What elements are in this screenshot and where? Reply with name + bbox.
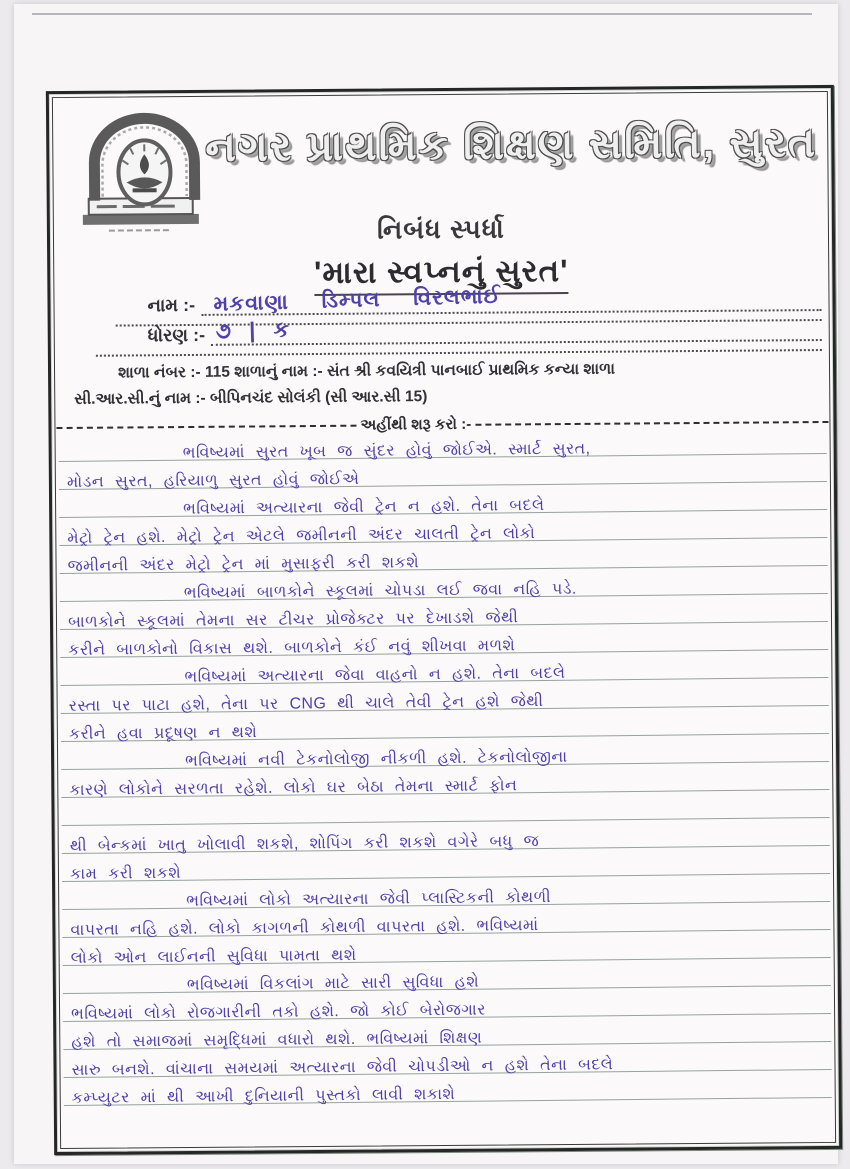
essay-line-text: ભવિષ્યમાં અત્યારના જેવી ટ્રેન ન હશે. તેના બદલે [183,496,545,518]
essay-line-text: કરીને હવા પ્રદૂષણ ન થશે [68,723,258,743]
essay-line-text: બાળકોને સ્કૂલમાં તેમના સર ટીચર પ્રોજેક્ટર પર દેખાડશે જેથી [67,609,519,631]
essay-line-text: ભવિષ્યમાં અત્યારના જેવા વાહનો ન હશે. તેના બદલે [184,664,566,686]
start-marker-label: અહીંથી શરૂ કરો :- [360,415,472,434]
essay-line-text: રસ્તા પર પાટા હશે, તેના પર CNG થી ચાલે તેવી ટ્રેન હશે જેથી [68,692,544,715]
essay-line-text: કમ્પ્યુટર માં થી આખી દુનિયાની પુસ્તકો લાવી શકાશે [71,1085,456,1107]
standard-handwritten-value: ૭ | ક [215,316,291,344]
standard-field-line [211,319,822,346]
essay-line-text: કરીને બાળકોનો વિકાસ થશે. બાળકોને કંઈ નવું શીખવા મળશે [68,637,516,659]
scanned-page [14,4,838,1164]
essay-line-text: સારુ બનશે. વાંચાના સમયમાં અત્યારના જેવી ચોપડીઓ ન હશે તેના બદલે [71,1056,614,1079]
organization-title: નગર પ્રાથમિક શિક્ષણ સમિતિ, સુરત [205,119,818,170]
divider-dash-left [56,424,356,428]
name-label: નામ :- [147,294,196,316]
essay-line-text: મેટ્રો ટ્રેન હશે. મેટ્રો ટ્રેન એટલે જમીનની અંદર ચાલતી ટ્રેન લોકો [67,525,536,547]
crc-info-line: સી.આર.સી.નું નામ :- બીપિનચંદ સોલંકી (સી આર.સી 15) [74,388,428,408]
decorative-frame-inner [52,91,836,1149]
essay-line-text: કામ કરી શકશે [69,864,182,883]
essay-line-text: વાપરતા નહિ હશે. લોકો કાગળની કોથળી વાપરતા હશે. ભવિષ્યમાં [70,917,539,939]
essay-line-text: ભવિષ્યમાં લોકો રોજગારીની તકો હશે. જો કોઈ બેરોજગાર [71,1001,486,1023]
essay-line-text: ભવિષ્યમાં નવી ટેકનોલોજી નીકળી હશે. ટેકનોલોજીના [185,748,568,770]
essay-line-text: જમીનની અંદર મેટ્રો ટ્રેન માં મુસાફરી કરી શકશે [67,554,420,575]
competition-label: નિબંધ સ્પર્ધા [376,213,505,245]
standard-field-line-2 [96,347,822,357]
essay-line-text: હશે તો સમાજમાં સમૃદ્ધિમાં વધારો થશે. ભવિષ્યમાં શિક્ષણ [71,1029,483,1051]
essay-line-text: મોડન સુરત, હરિયાળુ સુરત હોવું જોઈએ [66,470,360,491]
essay-line-text: ભવિષ્યમાં બાળકોને સ્કૂલમાં ચોપડા લઈ જવા નહિ પડે. [183,580,577,602]
divider-dash-right [475,420,828,425]
essay-line-text: કારણે લોકોને સરળતા રહેશે. લોકો ઘર બેઠા તેમના સ્માર્ટ ફોન [69,777,518,799]
essay-line-text: ભવિષ્યમાં સુરત ખૂબ જ સુંદર હોવું જોઈએ. સ્માર્ટ સુરત, [182,440,591,462]
essay-writing-area [59,427,832,1109]
scan-edge-artifact [32,13,812,15]
school-info-line: શાળા નંબર :- 115 શાળાનું નામ :- સંત શ્રી કવયિત્રી પાનબાઈ પ્રાથમિક કન્યા શાળા [117,360,616,382]
essay-line-text: થી બેન્કમાં ખાતુ ખોલાવી શકશે, શોપિંગ કરી શકશે વગેરે બધુ જ [69,833,540,855]
standard-label: ધોરણ :- [147,324,206,346]
essay-line-text: ભવિષ્યમાં લોકો અત્યારના જેવી પ્લાસ્ટિકની કોથળી [186,888,552,910]
essay-title: 'મારા સ્વપ્નનું સુરત' [314,253,569,296]
essay-line-text: લોકો ઓન લાઈનની સુવિધા પામતા થશે [70,946,357,967]
essay-line-text: ભવિષ્યમાં વિકલાંગ માટે સારી સુવિધા હશે [186,973,480,994]
decorative-frame [46,85,842,1155]
name-handwritten-value: મકવાણા ડિમ્પલ વિરલભાઈ [213,284,502,316]
